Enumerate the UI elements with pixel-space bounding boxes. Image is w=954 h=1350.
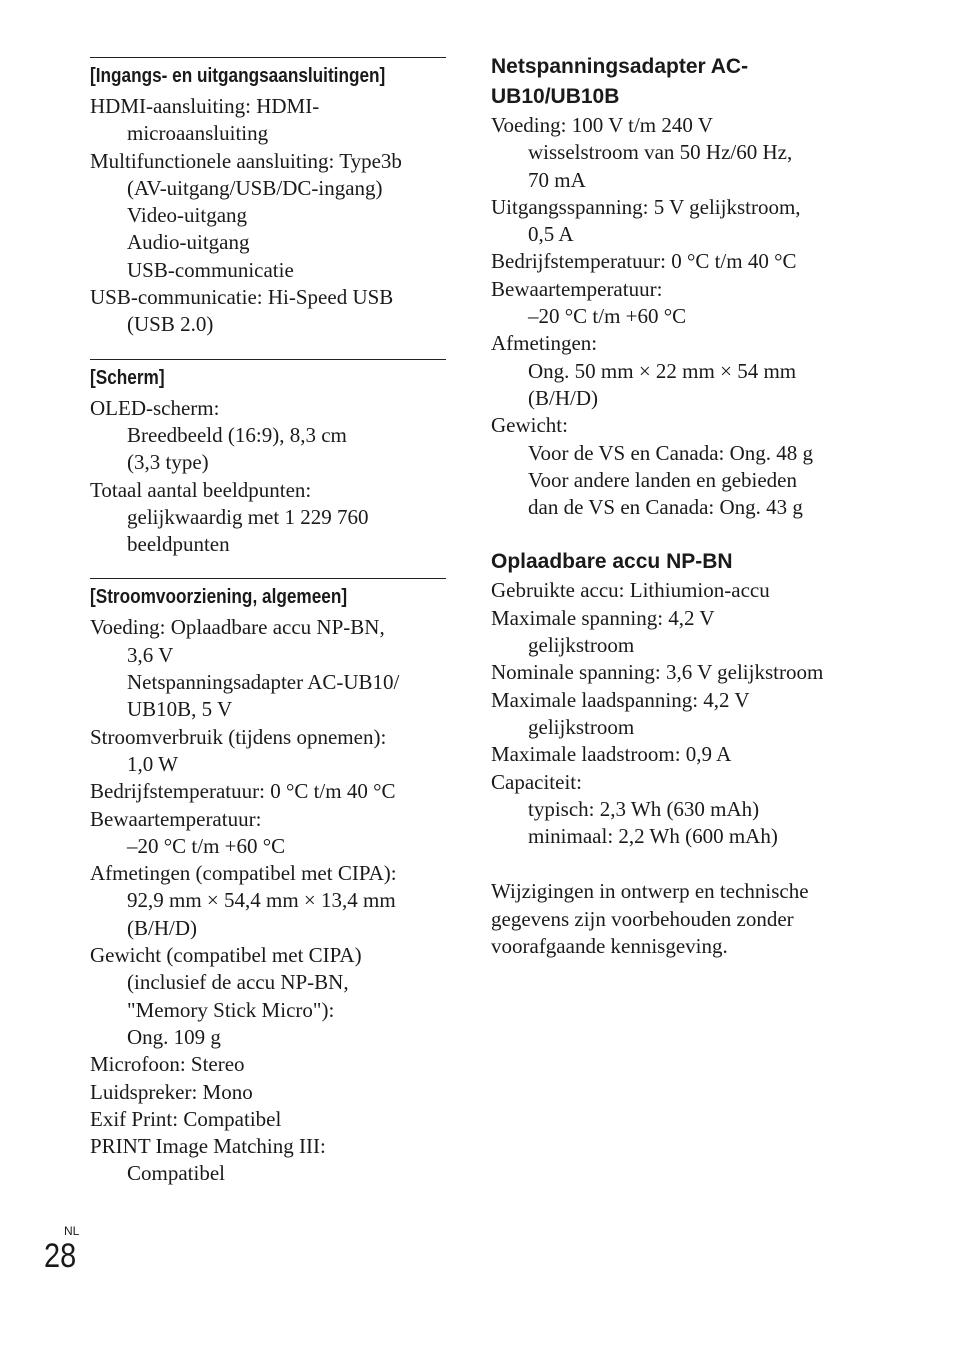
- spec-line: (USB 2.0): [127, 312, 214, 337]
- spec-line: Luidspreker: Mono: [90, 1079, 253, 1104]
- spec-line: USB-communicatie: Hi-Speed USB: [90, 285, 394, 310]
- spec-line: Bedrijfstemperatuur: 0 °C t/m 40 °C: [90, 779, 396, 804]
- section-gap: [90, 558, 446, 578]
- section-heading: Netspanningsadapter AC-: [491, 55, 749, 78]
- spec-line: Gewicht:: [491, 413, 568, 438]
- spec-line: (AV-uitgang/USB/DC-ingang): [127, 175, 383, 200]
- spec-line: microaansluiting: [127, 121, 269, 146]
- spec-line: OLED-scherm:: [90, 395, 220, 420]
- section-heading: [Scherm]: [90, 366, 165, 389]
- spec-line: Maximale laadspanning: 4,2 V: [491, 687, 750, 712]
- spec-line: Voeding: 100 V t/m 240 V: [491, 113, 713, 137]
- spec-line: Voor andere landen en gebieden: [528, 467, 798, 492]
- spec-line: (B/H/D): [127, 915, 197, 940]
- spec-line: Stroomverbruik (tijdens opnemen):: [90, 724, 387, 749]
- spec-line: (inclusief de accu NP-BN,: [127, 970, 349, 995]
- spec-line: Gebruikte accu: Lithiumion-accu: [491, 578, 770, 603]
- spec-line: Uitgangsspanning: 5 V gelijkstroom,: [491, 194, 801, 219]
- spec-line: 0,5 A: [528, 222, 574, 247]
- spec-line: Capaciteit:: [491, 769, 582, 794]
- spec-line: Video-uitgang: [127, 203, 248, 228]
- spec-line: gelijkstroom: [528, 714, 635, 739]
- section-gap: [491, 521, 847, 547]
- spec-line: Bewaartemperatuur:: [491, 276, 663, 301]
- spec-line: Ong. 109 g: [127, 1024, 221, 1049]
- spec-line: typisch: 2,3 Wh (630 mAh): [528, 796, 760, 821]
- spec-line: Bewaartemperatuur:: [90, 806, 262, 831]
- spec-line: USB-communicatie: [127, 257, 294, 282]
- section-gap: [90, 339, 446, 359]
- section-rule: [90, 57, 446, 58]
- spec-line: –20 °C t/m +60 °C: [127, 833, 286, 858]
- spec-line: Maximale laadstroom: 0,9 A: [491, 742, 732, 767]
- disclaimer-line: Wijzigingen in ontwerp en technische: [491, 879, 809, 904]
- section-rule: [90, 359, 446, 360]
- section-heading: [Stroomvoorziening, algemeen]: [90, 586, 348, 609]
- spec-line: Exif Print: Compatibel: [90, 1106, 282, 1131]
- spec-line: Voeding: Oplaadbare accu NP-BN,: [90, 615, 385, 640]
- spec-line: PRINT Image Matching III:: [90, 1134, 326, 1159]
- spec-line: 70 mA: [528, 167, 586, 192]
- spec-line: "Memory Stick Micro"):: [127, 997, 335, 1022]
- page-number: 28: [44, 1237, 77, 1275]
- spec-line: gelijkstroom: [528, 633, 635, 658]
- spec-line: Audio-uitgang: [127, 230, 250, 255]
- disclaimer-line: gegevens zijn voorbehouden zonder: [491, 906, 794, 931]
- spec-line: Multifunctionele aansluiting: Type3b: [90, 148, 402, 173]
- spec-line: –20 °C t/m +60 °C: [528, 304, 687, 329]
- spec-line: Microfoon: Stereo: [90, 1052, 245, 1077]
- right-column: [491, 52, 847, 960]
- section-heading: UB10/UB10B: [491, 85, 620, 108]
- spec-line: Maximale spanning: 4,2 V: [491, 605, 715, 630]
- section-heading: [Ingangs- en uitgangsaansluitingen]: [90, 65, 386, 87]
- spec-line: Gewicht (compatibel met CIPA): [90, 943, 362, 968]
- spec-line: (3,3 type): [127, 450, 209, 475]
- spec-line: Afmetingen:: [491, 331, 598, 356]
- spec-line: Voor de VS en Canada: Ong. 48 g: [528, 440, 814, 465]
- spec-line: Breedbeeld (16:9), 8,3 cm: [127, 422, 347, 447]
- section-rule: [90, 578, 446, 579]
- spec-line: minimaal: 2,2 Wh (600 mAh): [528, 824, 778, 849]
- page-language-label: NL: [64, 1224, 80, 1238]
- spec-line: Afmetingen (compatibel met CIPA):: [90, 861, 397, 886]
- spec-line: 3,6 V: [127, 642, 174, 667]
- spec-line: Bedrijfstemperatuur: 0 °C t/m 40 °C: [491, 249, 797, 274]
- spec-line: 1,0 W: [127, 751, 178, 776]
- spec-line: Compatibel: [127, 1161, 225, 1186]
- spec-line: dan de VS en Canada: Ong. 43 g: [528, 495, 803, 520]
- spec-line: wisselstroom van 50 Hz/60 Hz,: [528, 140, 793, 165]
- spec-line: Nominale spanning: 3,6 V gelijkstroom: [491, 660, 824, 685]
- spec-line: 92,9 mm × 54,4 mm × 13,4 mm: [127, 888, 396, 913]
- spec-line: beeldpunten: [127, 532, 230, 557]
- spec-line: UB10B, 5 V: [127, 697, 233, 722]
- spec-line: Ong. 50 mm × 22 mm × 54 mm: [528, 358, 797, 383]
- section-heading: Oplaadbare accu NP-BN: [491, 550, 733, 574]
- note-gap: [491, 850, 847, 878]
- spec-line: gelijkwaardig met 1 229 760: [127, 504, 369, 529]
- spec-line: HDMI-aansluiting: HDMI-: [90, 94, 320, 118]
- disclaimer-line: voorafgaande kennisgeving.: [491, 934, 728, 959]
- left-column: [90, 57, 446, 1188]
- spec-line: (B/H/D): [528, 385, 598, 410]
- spec-line: Netspanningsadapter AC-UB10/: [127, 670, 400, 695]
- spec-line: Totaal aantal beeldpunten:: [90, 477, 312, 502]
